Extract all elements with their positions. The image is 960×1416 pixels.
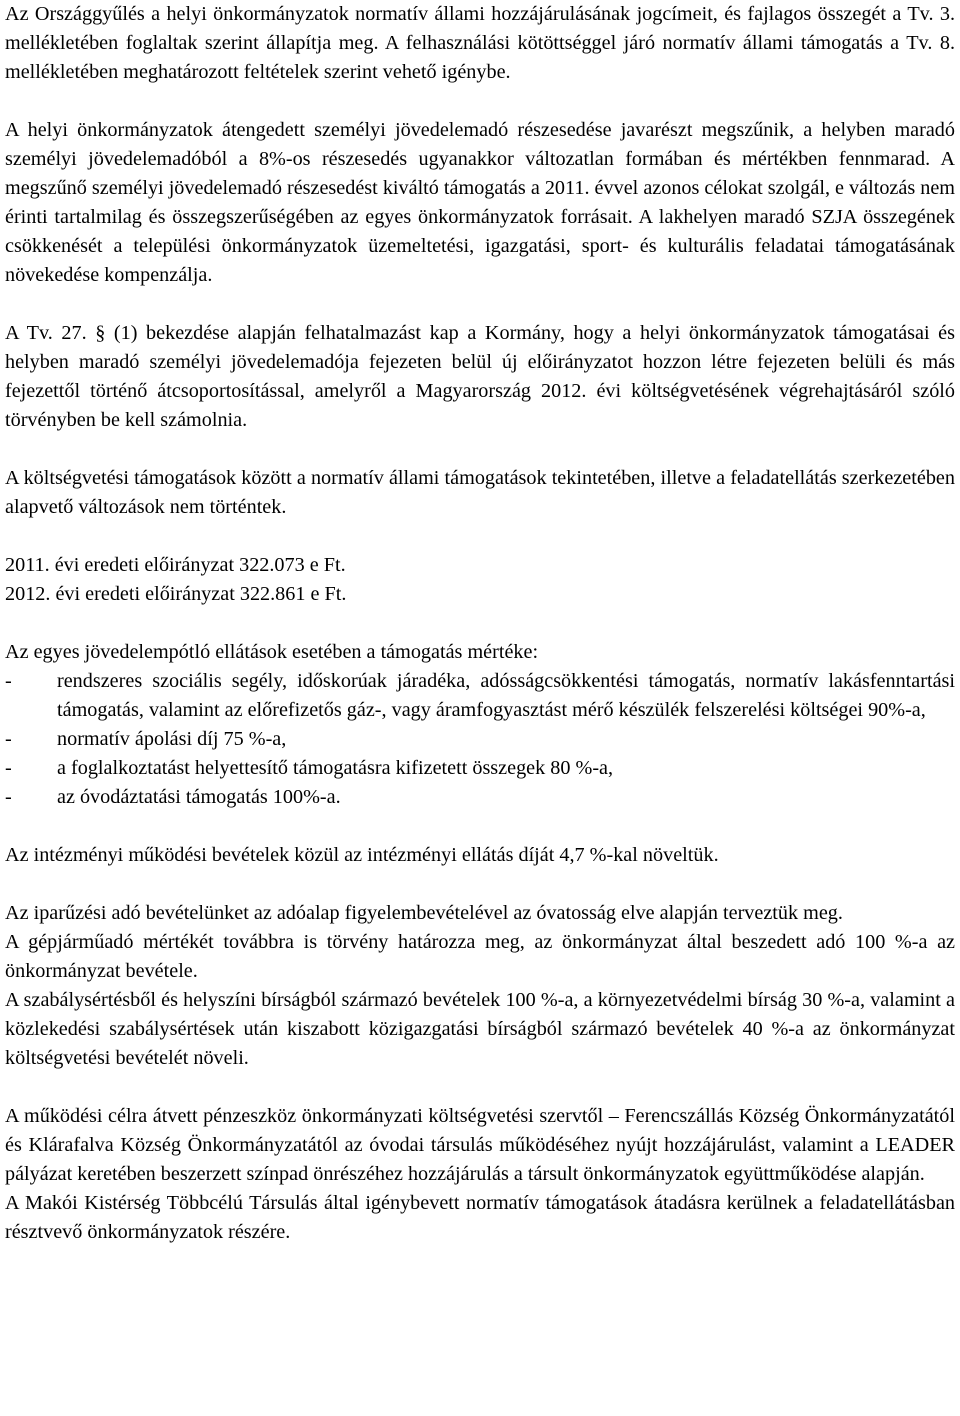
paragraph-szja-reszesedes: A helyi önkormányzatok átengedett személyi jövedelemadó részesedése javarészt megszűnik, a helyben maradó személyi jövedelemadóból a 8%-os részesedés ugyanakkor változatlan formában és mértékben fennmarad. A megszűnő személyi jövedelemadó részesedést kiváltó támogatás a 2011. évvel azonos célokat szolgál, e változás nem érinti tartalmilag és összegszerűségében az egyes önkormányzatok forrásait. A lakhelyen maradó SZJA összegének csökkenését a települési önkormányzatok üzemeltetési, igazgatási, sport- és kulturális feladatai támogatásának növekedése kompenzálja. xyxy=(5,119,955,286)
list-dash: - xyxy=(5,670,12,692)
paragraph-gepjarmuado: A gépjárműadó mértékét továbbra is törvény határozza meg, az önkormányzat által beszedett adó 100 %-a az önkormányzat bevétele. xyxy=(5,931,955,982)
list-dash: - xyxy=(5,728,12,750)
paragraph-allami-hozzajarulas: Az Országgyűlés a helyi önkormányzatok normatív állami hozzájárulásának jogcímeit, és fajlagos összegét a Tv. 3. mellékletében foglaltak szerint állapítja meg. A felhasználási kötöttséggel járó normatív állami támogatás a Tv. 8. mellékletében meghatározott feltételek szerint vehető igénybe. xyxy=(5,3,955,83)
paragraph-jovedelempotlo-intro: Az egyes jövedelempótló ellátások esetében a támogatás mértéke: xyxy=(5,641,539,663)
list-item-text: normatív ápolási díj 75 %-a, xyxy=(57,728,287,750)
list-item-text: rendszeres szociális segély, időskorúak járadéka, adósságcsökkentési támogatás, normatív lakásfenntartási támogatás, valamint az előrefizetős gáz-, vagy áramfogyasztást mérő készülék felszerelési költségei 90%-a, xyxy=(57,670,955,721)
list-item xyxy=(5,725,955,754)
eloiranyzat-2012: 2012. évi eredeti előirányzat 322.861 e Ft. xyxy=(5,583,347,605)
tamogatas-list xyxy=(5,667,955,812)
list-item xyxy=(5,754,955,783)
list-item xyxy=(5,783,955,812)
paragraph-tv-27: A Tv. 27. § (1) bekezdése alapján felhatalmazást kap a Kormány, hogy a helyi önkormányzatok támogatásai és helyben maradó személyi jövedelemadója fejezeten belül új előirányzatot hozzon létre fejezeten belüli és más fejezettől történő átcsoportosítással, amelyről a Magyarország 2012. évi költségvetésének végrehajtásáról szóló törvényben be kell számolnia. xyxy=(5,322,955,431)
paragraph-szabalysertes: A szabálysértésből és helyszíni bírságból származó bevételek 100 %-a, a környezetvédelmi bírság 30 %-a, valamint a közlekedési szabálysértések után kiszabott közigazgatási bírságból származó bevételek 40 %-a az önkormányzat költségvetési bevételét növeli. xyxy=(5,989,955,1069)
list-dash: - xyxy=(5,757,12,779)
eloiranyzat-2011: 2011. évi eredeti előirányzat 322.073 e Ft. xyxy=(5,554,346,576)
list-item xyxy=(5,667,955,725)
list-item-text: a foglalkoztatást helyettesítő támogatásra kifizetett összegek 80 %-a, xyxy=(57,757,614,779)
paragraph-iparuzesi-ado: Az iparűzési adó bevételünket az adóalap figyelembevételével az óvatosság elve alapján terveztük meg. xyxy=(5,902,843,924)
list-item-text: az óvodáztatási támogatás 100%-a. xyxy=(57,786,341,808)
paragraph-atvett-penzeszkoz: A működési célra átvett pénzeszköz önkormányzati költségvetési szervtől – Ferencszállás Község Önkormányzatától és Klárafalva Község Önkormányzatától az óvodai társulás működéséhez nyújt hozzájárulást, valamint a LEADER pályázat keretében beszerzett színpad önrészéhez hozzájárulás a társult önkormányzatok együttműködése alapján. xyxy=(5,1105,955,1185)
paragraph-kisterseg: A Makói Kistérség Többcélú Társulás által igénybevett normatív támogatások átadásra kerülnek a feladatellátásban résztvevő önkormányzatok részére. xyxy=(5,1192,955,1243)
list-dash: - xyxy=(5,786,12,808)
paragraph-intezmenyi-bevetelek: Az intézményi működési bevételek közül az intézményi ellátás díját 4,7 %-kal növeltük. xyxy=(5,844,719,866)
paragraph-koltsegvetesi-tamogatasok: A költségvetési támogatások között a normatív állami támogatások tekintetében, illetve a feladatellátás szerkezetében alapvető változások nem történtek. xyxy=(5,467,955,518)
